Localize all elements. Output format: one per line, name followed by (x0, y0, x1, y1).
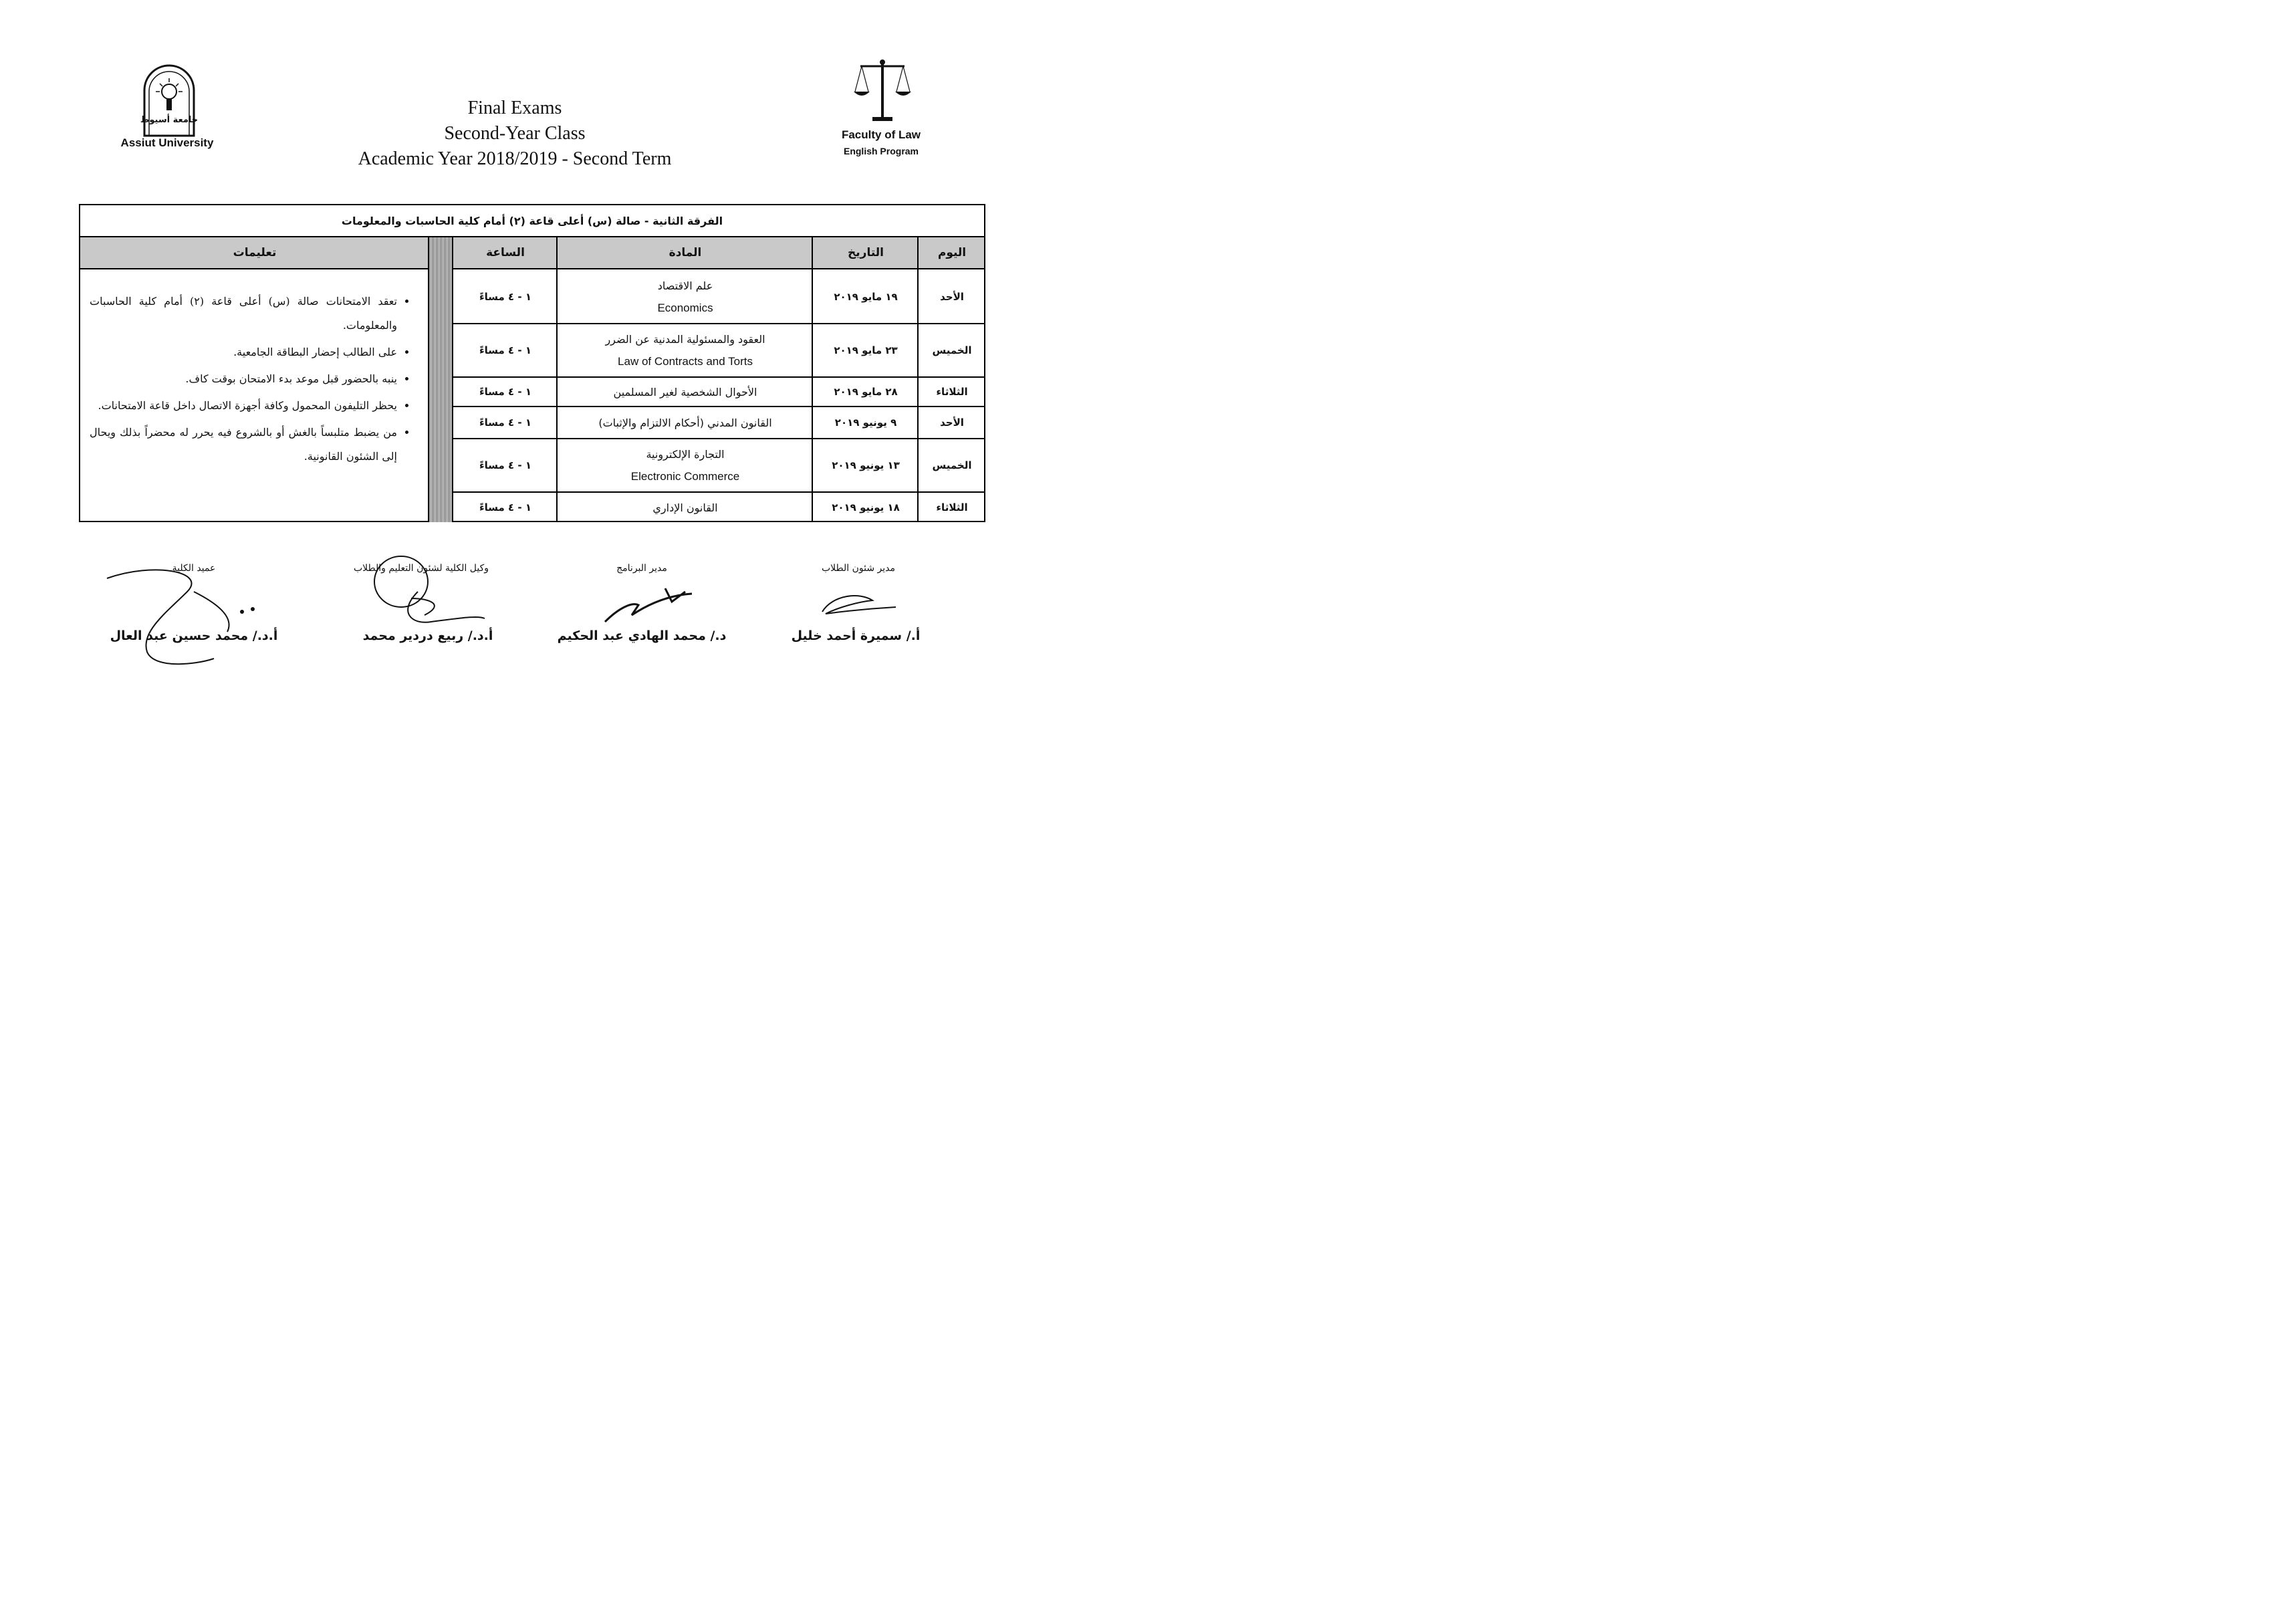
program-name: English Program (843, 146, 919, 156)
cell-time: ١ - ٤ مساءً (479, 501, 532, 513)
cell-time: ١ - ٤ مساءً (479, 459, 532, 471)
cell-date: ١٣ يونيو ٢٠١٩ (832, 459, 900, 471)
signature-title: مدير البرنامج (616, 563, 667, 574)
faculty-name: Faculty of Law (841, 128, 921, 141)
cell-day: الثلاثاء (936, 386, 968, 398)
signature-scribble (819, 588, 899, 622)
title-line: Second-Year Class (444, 123, 586, 144)
cell-subject (558, 493, 813, 522)
cell-subject (558, 439, 813, 491)
cell-time: ١ - ٤ مساءً (479, 291, 532, 303)
cell-subject (558, 378, 813, 406)
subject-arabic: القانون المدني (أحكام الالتزام والإثبات) (598, 416, 772, 429)
instruction-item: • يحظر التليفون المحمول وكافة أجهزة الاتصال داخل قاعة الامتحانات. (90, 394, 397, 418)
table-header-row (80, 237, 984, 269)
header-instructions: تعليمات (233, 246, 277, 259)
cell-subject (558, 324, 813, 376)
cell-subject (558, 407, 813, 438)
signature-scribble (100, 565, 267, 672)
subject-english: Electronic Commerce (630, 469, 740, 483)
signature-title: عميد الكلية (172, 563, 216, 574)
cell-time: ١ - ٤ مساءً (479, 344, 532, 356)
cell-time: ١ - ٤ مساءً (479, 417, 532, 429)
column-divider (428, 237, 429, 522)
instruction-item: • على الطالب إحضار البطاقة الجامعية. (90, 340, 397, 364)
signature-scribble (371, 552, 491, 639)
cell-day: الثلاثاء (936, 501, 968, 513)
cell-date: ٢٨ مايو ٢٠١٩ (834, 386, 898, 398)
cell-day: الخميس (932, 459, 972, 471)
assiut-university-logo (139, 64, 199, 137)
signatory-name: أ.د./ محمد حسين عبد العال (110, 628, 278, 643)
cell-day: الأحد (940, 417, 964, 429)
scales-of-justice-icon (852, 57, 913, 124)
subject-arabic: العقود والمسئولية المدنية عن الضرر (605, 332, 765, 346)
subject-arabic: القانون الإداري (652, 501, 718, 514)
header-date: التاريخ (848, 246, 884, 259)
signatory-name: د./ محمد الهادي عبد الحكيم (557, 628, 727, 643)
instructions-list (90, 289, 409, 469)
instructions-cell (80, 269, 428, 522)
cell-date: ١٨ يونيو ٢٠١٩ (832, 501, 900, 513)
signatory-name: أ./ سميرة أحمد خليل (791, 628, 921, 643)
cell-date: ١٩ مايو ٢٠١٩ (834, 291, 898, 303)
title-line: Academic Year 2018/2019 - Second Term (358, 148, 672, 169)
cell-date: ٢٣ مايو ٢٠١٩ (834, 344, 898, 356)
signature-title: وكيل الكلية لشئون التعليم والطلاب (353, 563, 489, 574)
cell-day: الأحد (940, 291, 964, 303)
subject-arabic: التجارة الإلكترونية (646, 447, 725, 461)
exam-schedule-table (79, 204, 985, 522)
subject-english: Economics (657, 301, 713, 314)
cell-day: الخميس (932, 344, 972, 356)
table-caption: الفرقة الثانية - صالة (س) أعلى قاعة (٢) أمام كلية الحاسبات والمعلومات (80, 205, 984, 237)
university-name: Assiut University (120, 136, 214, 149)
signatory-name: أ.د./ ربيع دردير محمد (362, 628, 493, 643)
header-subject: المادة (669, 246, 702, 259)
header-time: الساعة (486, 246, 525, 259)
instruction-item: • من يضبط متلبساً بالغش أو بالشروع فيه يحرر له محضراً بذلك ويحال إلى الشئون القانونية. (90, 421, 397, 469)
header-day: اليوم (937, 246, 967, 259)
instruction-item: • ينبه بالحضور قبل موعد بدء الامتحان بوقت كاف. (90, 367, 397, 391)
title-line: Final Exams (467, 98, 562, 118)
document-title (287, 96, 742, 172)
signature-title: مدير شئون الطلاب (821, 563, 895, 574)
subject-arabic: علم الاقتصاد (657, 279, 713, 292)
cell-time: ١ - ٤ مساءً (479, 386, 532, 398)
svg-text:جامعة أسيوط: جامعة أسيوط (140, 115, 199, 125)
column-divider-gutter (429, 237, 453, 522)
cell-date: ٩ يونيو ٢٠١٩ (834, 417, 897, 429)
signature-scribble (598, 582, 699, 628)
cell-subject (558, 271, 813, 323)
subject-arabic: الأحوال الشخصية لغير المسلمين (613, 385, 757, 398)
instruction-item: • تعقد الامتحانات صالة (س) أعلى قاعة (٢) أمام كلية الحاسبات والمعلومات. (90, 289, 397, 338)
subject-english: Law of Contracts and Torts (618, 354, 753, 368)
